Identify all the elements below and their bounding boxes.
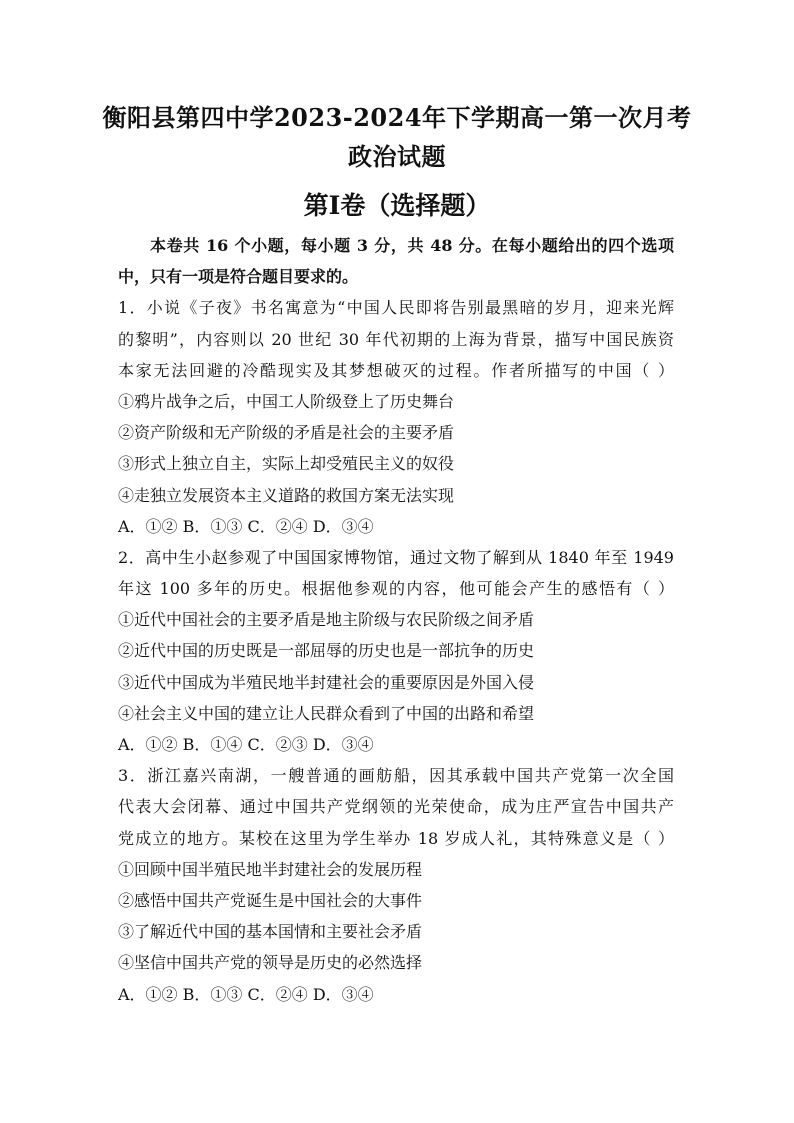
question-1-option-1: ①鸦片战争之后，中国工人阶级登上了历史舞台 — [118, 391, 455, 411]
question-2-option-1: ①近代中国社会的主要矛盾是地主阶级与农民阶级之间矛盾 — [118, 610, 535, 630]
question-3-option-3: ③了解近代中国的基本国情和主要社会矛盾 — [118, 922, 423, 942]
question-1-stem-line-2: 的黎明”，内容则以 20 世纪 30 年代初期的上海为背景，描写中国民族资 — [118, 329, 674, 349]
question-2-option-4: ④社会主义中国的建立让人民群众看到了中国的出路和希望 — [118, 703, 535, 723]
instructions-line-1: 本卷共 16 个小题，每小题 3 分，共 48 分。在每小题给出的四个选项 — [150, 236, 674, 255]
question-2-option-3: ③近代中国成为半殖民地半封建社会的重要原因是外国入侵 — [118, 672, 535, 692]
question-1-option-2: ②资产阶级和无产阶级的矛盾是社会的主要矛盾 — [118, 423, 455, 443]
exam-subject: 政治试题 — [348, 142, 446, 171]
question-3-option-1: ①回顾中国半殖民地半封建社会的发展历程 — [118, 859, 423, 879]
question-1-stem-line-3: 本家无法回避的冷酷现实及其梦想破灭的过程。作者所描写的中国（ ） — [118, 360, 674, 380]
question-3-stem-line-2: 代表大会闭幕、通过中国共产党纲领的光荣使命，成为庄严宣告中国共产 — [118, 797, 674, 817]
question-3-option-4: ④坚信中国共产党的领导是历史的必然选择 — [118, 953, 423, 973]
question-2-option-2: ②近代中国的历史既是一部屈辱的历史也是一部抗争的历史 — [118, 641, 535, 661]
question-1-answers: A．①② B．①③ C．②④ D．③④ — [118, 516, 374, 536]
section-title: 第Ⅰ卷（选择题） — [303, 191, 491, 220]
exam-content — [118, 230, 674, 1010]
question-2-stem-line-2: 年这 100 多年的历史。根据他参观的内容，他可能会产生的感悟有（ ） — [118, 579, 674, 599]
question-2-answers: A．①② B．①④ C．②③ D．③④ — [118, 735, 374, 754]
question-3-stem-line-1: 3．浙江嘉兴南湖，一艘普通的画舫船，因其承载中国共产党第一次全国 — [118, 766, 674, 786]
question-1-stem-line-1: 1．小说《子夜》书名寓意为“中国人民即将告别最黑暗的岁月，迎来光辉 — [118, 298, 674, 318]
question-1-option-4: ④走独立发展资本主义道路的救国方案无法实现 — [118, 485, 455, 505]
exam-title: 衡阳县第四中学2023-2024年下学期高一第一次月考 — [102, 103, 692, 132]
instructions-line-2: 中，只有一项是符合题目要求的。 — [118, 267, 359, 287]
question-1-option-3: ③形式上独立自主，实际上却受殖民主义的奴役 — [118, 454, 455, 474]
question-3-answers: A．①② B．①③ C．②④ D．③④ — [118, 984, 374, 1004]
question-2-stem-line-1: 2．高中生小赵参观了中国国家博物馆，通过文物了解到从 1840 年至 1949 — [118, 547, 674, 567]
question-3-stem-line-3: 党成立的地方。某校在这里为学生举办 18 岁成人礼，其特殊意义是（ ） — [118, 828, 674, 848]
question-3-option-2: ②感悟中国共产党诞生是中国社会的大事件 — [118, 890, 423, 910]
